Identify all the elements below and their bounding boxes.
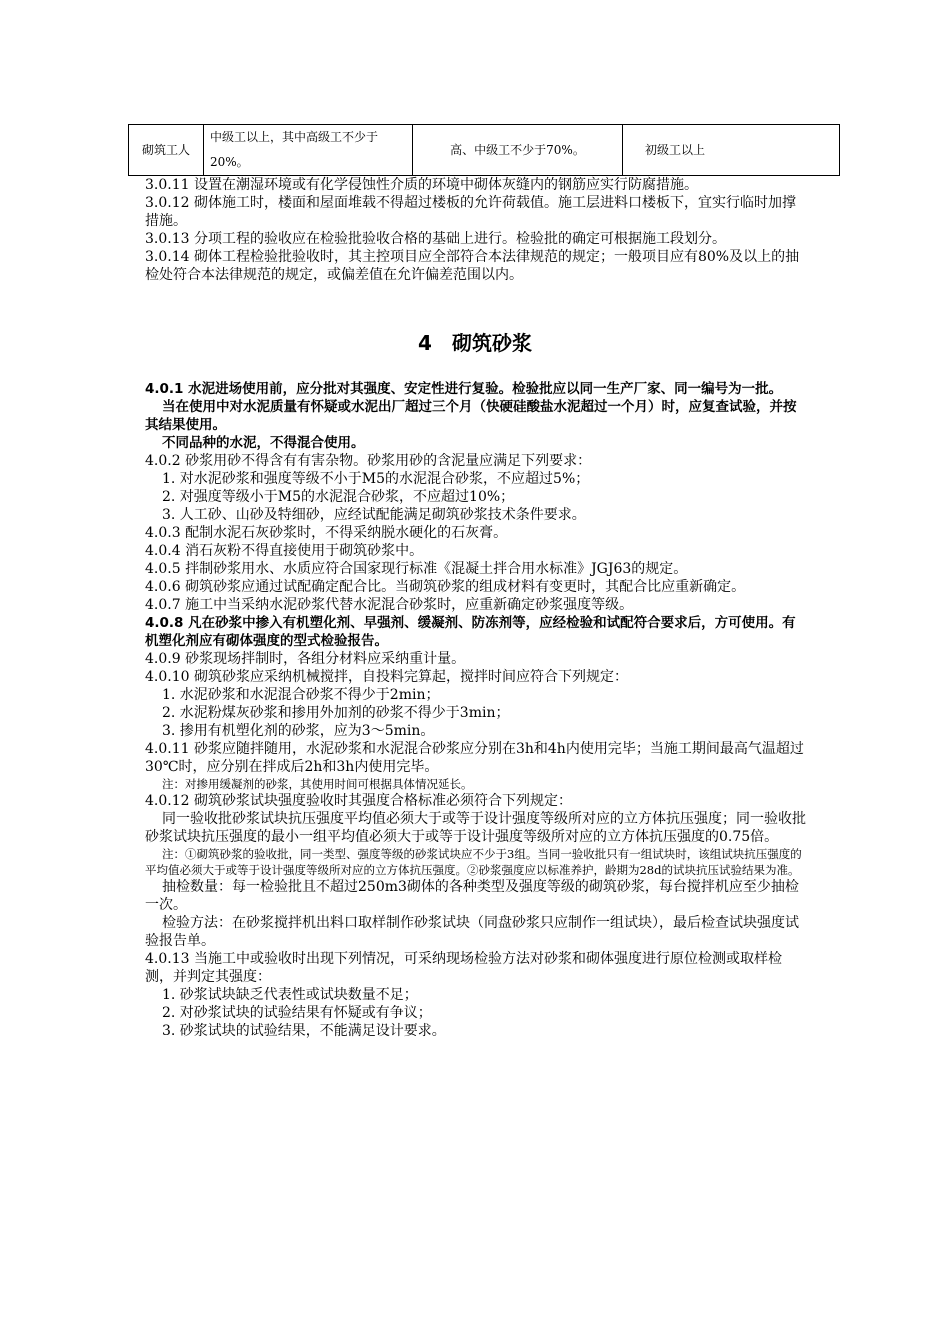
paragraph: 3.0.13 分项工程的验收应在检验批验收合格的基础上进行。检验批的确定可根据施工段划分。 [145,231,726,247]
table-cell-grade-c: 初级工以上 [623,125,840,176]
paragraph: 4.0.10 砌筑砂浆应采纳机械搅拌，自投料完算起，搅拌时间应符合下列规定： [145,669,628,685]
paragraph: 抽检数量：每一检验批且不超过250m3砌体的各种类型及强度等级的砌筑砂浆，每台搅拌机应至少抽检一次。 [145,879,799,913]
list-item: 1. 水泥砂浆和水泥混合砂浆不得少于2min； [162,687,440,703]
note-paragraph: 注：①砌筑砂浆的验收批，同一类型、强度等级的砂浆试块应不少于3组。当同一验收批只有一组试块时，该组试块抗压强度的平均值必须大于或等于设计强度等级所对应的立方体抗压强度。②砂浆强度应以标准养护，龄期为28d的试块抗压试验结果为准。 [145,847,802,877]
note-paragraph: 注：对掺用缓凝剂的砂浆，其使用时间可根据具体情况延长。 [162,777,473,791]
paragraph: 4.0.8 凡在砂浆中掺入有机塑化剂、早强剂、缓凝剂、防冻剂等，应经检验和试配符合要求后，方可使用。有机塑化剂应有砌体强度的型式检验报告。 [145,615,796,649]
list-item: 2. 水泥粉煤灰砂浆和掺用外加剂的砂浆不得少于3min； [162,705,510,721]
list-item: 1. 砂浆试块缺乏代表性或试块数量不足； [162,987,418,1003]
chapter-title: 4 砌筑砂浆 [418,331,532,355]
paragraph: 同一验收批砂浆试块抗压强度平均值必须大于或等于设计强度等级所对应的立方体抗压强度；同一验收批砂浆试块抗压强度的最小一组平均值必须大于或等于设计强度等级所对应的立方体抗压强度的0.75倍。 [145,811,806,845]
paragraph: 3.0.12 砌体施工时，楼面和屋面堆载不得超过楼板的允许荷载值。施工层进料口楼板下，宜实行临时加撑措施。 [145,195,796,229]
paragraph: 4.0.7 施工中当采纳水泥砂浆代替水泥混合砂浆时，应重新确定砂浆强度等级。 [145,597,634,613]
section-4-paragraphs [145,380,809,1040]
table-cell-grade-b: 高、中级工不少于70%。 [413,125,623,176]
paragraph: 4.0.2 砂浆用砂不得含有有害杂物。砂浆用砂的含泥量应满足下列要求： [145,453,592,469]
list-item: 2. 对强度等级小于M5的水泥混合砂浆，不应超过10%； [162,489,515,505]
table-row [129,125,840,176]
table-cell-worker-type: 砌筑工人 [129,125,204,176]
paragraph: 4.0.6 砌筑砂浆应通过试配确定配合比。当砌筑砂浆的组成材料有变更时，其配合比应重新确定。 [145,579,746,595]
table-cell-grade-a: 中级工以上，其中高级工不少于20%。 [204,125,413,176]
paragraph: 4.0.13 当施工中或验收时出现下列情况，可采纳现场检验方法对砂浆和砌体强度进行原位检测或取样检测，并判定其强度： [145,951,782,985]
paragraph: 3.0.11 设置在潮湿环境或有化学侵蚀性介质的环境中砌体灰缝内的钢筋应实行防腐措施。 [145,177,698,193]
list-item: 3. 砂浆试块的试验结果，不能满足设计要求。 [162,1023,446,1039]
paragraph: 检验方法：在砂浆搅拌机出料口取样制作砂浆试块（同盘砂浆只应制作一组试块），最后检查试块强度试验报告单。 [145,915,799,949]
list-item: 3. 人工砂、山砂及特细砂，应经试配能满足砌筑砂浆技术条件要求。 [162,507,586,523]
paragraph: 4.0.4 消石灰粉不得直接使用于砌筑砂浆中。 [145,543,424,559]
worker-grade-table [128,124,840,176]
paragraph: 4.0.11 砂浆应随拌随用，水泥砂浆和水泥混合砂浆应分别在3h和4h内使用完毕；当施工期间最高气温超过30℃时，应分别在拌成后2h和3h内使用完毕。 [145,741,804,775]
paragraph: 当在使用中对水泥质量有怀疑或水泥出厂超过三个月（快硬硅酸盐水泥超过一个月）时，应复查试验，并按其结果使用。 [145,399,797,433]
section-3-paragraphs [145,176,809,284]
paragraph: 4.0.9 砂浆现场拌制时，各组分材料应采纳重计量。 [145,651,466,667]
list-item: 2. 对砂浆试块的试验结果有怀疑或有争议； [162,1005,432,1021]
paragraph: 4.0.1 水泥进场使用前，应分批对其强度、安定性进行复验。检验批应以同一生产厂家、同一编号为一批。 [145,381,783,397]
paragraph: 4.0.5 拌制砂浆用水、水质应符合国家现行标准《混凝土拌合用水标准》JGJ63的规定。 [145,561,688,577]
paragraph: 4.0.3 配制水泥石灰砂浆时，不得采纳脱水硬化的石灰膏。 [145,525,508,541]
list-item: 1. 对水泥砂浆和强度等级不小于M5的水泥混合砂浆，不应超过5%； [162,471,590,487]
list-item: 3. 掺用有机塑化剂的砂浆，应为3～5min。 [162,723,435,739]
paragraph: 3.0.14 砌体工程检验批验收时，其主控项目应全部符合本法律规范的规定；一般项目应有80%及以上的抽检处符合本法律规范的规定，或偏差值在允许偏差范围以内。 [145,249,800,283]
paragraph: 不同品种的水泥，不得混合使用。 [162,435,365,451]
paragraph: 4.0.12 砌筑砂浆试块强度验收时其强度合格标准必须符合下列规定： [145,793,572,809]
